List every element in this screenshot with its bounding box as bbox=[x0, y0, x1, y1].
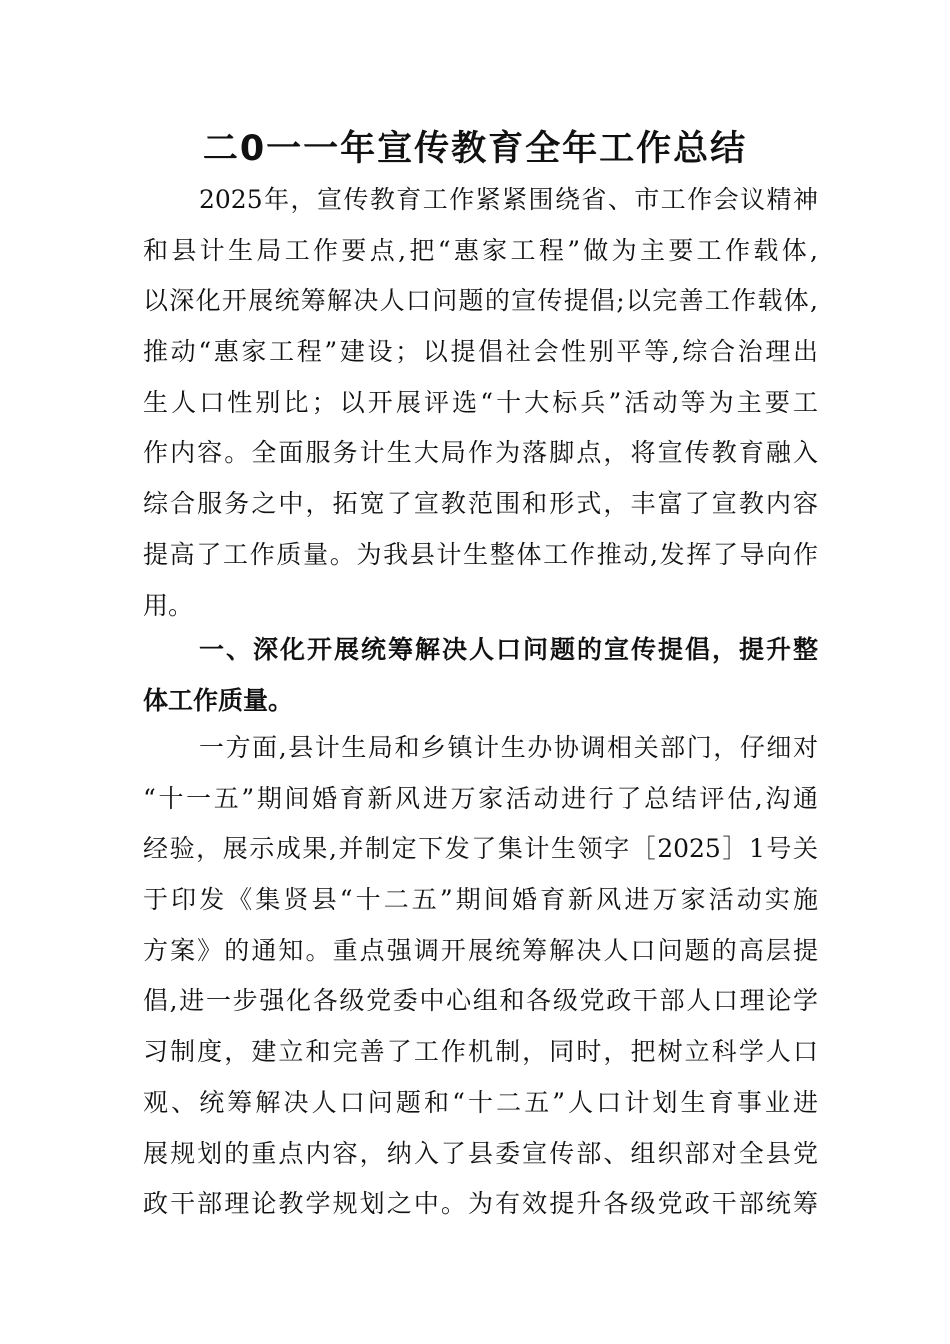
text-line: 方案》的通知。重点强调开展统筹解决人口问题的高层提 bbox=[143, 935, 818, 965]
document-title: 二0一一年宣传教育全年工作总结 bbox=[202, 129, 748, 169]
text-line: 展规划的重点内容，纳入了县委宣传部、组织部对全县党 bbox=[143, 1138, 818, 1168]
text-line: 以深化开展统筹解决人口问题的宣传提倡;以完善工作载体, bbox=[143, 286, 818, 316]
text-line: 作内容。全面服务计生大局作为落脚点，将宣传教育融入 bbox=[143, 438, 818, 468]
text-line: 习制度，建立和完善了工作机制，同时，把树立科学人口 bbox=[143, 1037, 818, 1067]
intro-paragraph bbox=[143, 175, 818, 631]
text-line: 一方面,县计生局和乡镇计生办协调相关部门，仔细对 bbox=[199, 733, 818, 762]
text-line: 综合服务之中，拓宽了宣教范围和形式，丰富了宣教内容 bbox=[143, 489, 818, 519]
heading-line: 一、深化开展统筹解决人口问题的宣传提倡，提升整 bbox=[199, 635, 818, 664]
text-line: 生人口性别比；以开展评选“十大标兵”活动等为主要工 bbox=[143, 387, 818, 417]
text-line: 提高了工作质量。为我县计生整体工作推动,发挥了导向作 bbox=[143, 539, 818, 569]
heading-line: 体工作质量。 bbox=[143, 685, 294, 715]
text-line: 于印发《集贤县“十二五”期间婚育新风进万家活动实施 bbox=[143, 885, 818, 915]
text-line: 2025年，宣传教育工作紧紧围绕省、市工作会议精神 bbox=[199, 185, 818, 214]
text-line: 推动“惠家工程”建设；以提倡社会性别平等,综合治理出 bbox=[143, 337, 818, 367]
text-line: “十一五”期间婚育新风进万家活动进行了总结评估,沟通 bbox=[143, 783, 818, 813]
section-heading bbox=[143, 625, 818, 726]
text-line: 和县计生局工作要点,把“惠家工程”做为主要工作载体, bbox=[143, 235, 818, 265]
text-line: 用。 bbox=[143, 590, 194, 620]
text-line: 政干部理论教学规划之中。为有效提升各级党政干部统筹 bbox=[143, 1189, 818, 1219]
text-line: 倡,进一步强化各级党委中心组和各级党政干部人口理论学 bbox=[143, 986, 818, 1016]
text-line: 经验，展示成果,并制定下发了集计生领字［2025］1号关 bbox=[143, 834, 818, 864]
section-paragraph bbox=[143, 723, 818, 1230]
text-line: 观、统筹解决人口问题和“十二五”人口计划生育事业进 bbox=[143, 1087, 818, 1117]
